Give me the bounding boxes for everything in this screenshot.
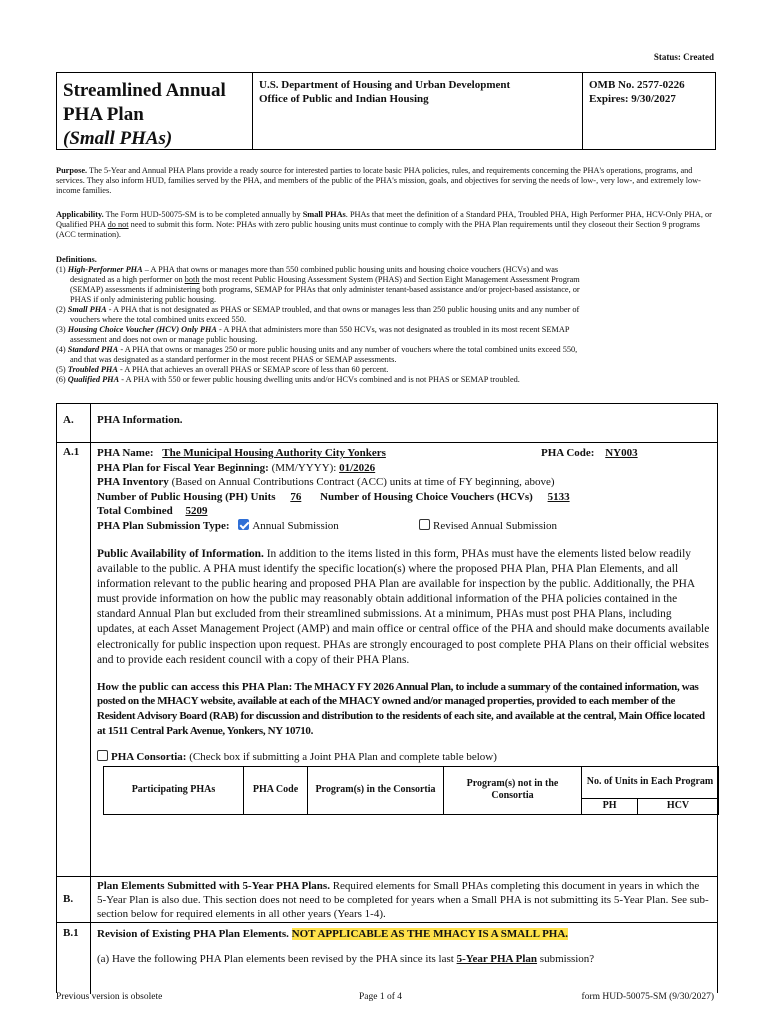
definition-3-cont: assessment and does not own or manage public housing. <box>70 335 258 344</box>
form-header <box>56 72 716 150</box>
section-b-text <box>91 877 717 921</box>
section-b1-row <box>57 923 717 994</box>
inventory-line <box>97 475 711 490</box>
total-label: Total Combined <box>97 505 173 518</box>
programs-not-in-consortia-header: Program(s) not in the Consortia <box>444 766 582 814</box>
revision-question-plan: 5-Year PHA Plan <box>456 952 538 965</box>
definition-1: (1) High-Performer PHA – A PHA that owns or manages more than 550 combined public housing units and housing choice vouchers (HCVs) and was <box>56 265 559 274</box>
hcv-value[interactable]: 5133 <box>547 490 570 503</box>
submission-type-label: PHA Plan Submission Type: <box>97 519 230 532</box>
annual-submission-checkbox[interactable] <box>238 519 249 530</box>
consortia-line <box>97 750 711 765</box>
pha-code-header: PHA Code <box>244 766 308 814</box>
programs-in-consortia-header: Program(s) in the Consortia <box>308 766 444 814</box>
consortia-checkbox[interactable] <box>97 750 108 761</box>
definition-1-cont-2: (SEMAP) assessments if administering both programs, SEMAP for PHAs that only administer tenant-based assistance and/or project-based assistance, or <box>70 285 580 294</box>
fiscal-year-label: PHA Plan for Fiscal Year Beginning: <box>97 461 269 474</box>
section-b1-number: B.1 <box>57 923 91 994</box>
revision-label: Revision of Existing PHA Plan Elements. <box>97 928 289 940</box>
total-value[interactable]: 5209 <box>185 505 208 518</box>
section-a-row <box>57 404 717 443</box>
definition-3: (3) Housing Choice Voucher (HCV) Only PHA - A PHA that administers more than 550 HCVs, was not designated as troubled in its most recent SEMAP <box>56 325 570 334</box>
public-access-paragraph <box>97 680 711 738</box>
omb-expiry: Expires: 9/30/2027 <box>589 93 676 105</box>
purpose-label: Purpose. <box>56 166 88 175</box>
public-availability-paragraph <box>97 547 711 668</box>
definitions-block <box>56 255 716 385</box>
pha-code-label: PHA Code: <box>541 447 595 459</box>
public-availability-text: In addition to the items listed in this form, PHAs must have the elements listed below readily available to the public. A PHA must identify the specific location(s) where the proposed PHA Plan, PHA Plan Elements, and all information relevant to the public hearing and proposed PHA Plan are available for inspection by the public. Additionally, the PHA must provide information on how the public may reasonably obtain additional information of the PHA policies contained in the standard Annual Plan but excluded from their streamlined submissions. At a minimum, PHAs must post PHA Plans, including updates, at each Asset Management Project (AMP) and main office or central office of the PHA and should make documents available electronically for public inspection upon request. PHAs are strongly encouraged to post complete PHA Plans on their official websites and to provide each resident council with a copy of their PHA Plans. <box>97 547 710 666</box>
department-name: U.S. Department of Housing and Urban Development <box>259 79 511 91</box>
section-b-label: Plan Elements Submitted with 5-Year PHA Plans. <box>97 880 330 892</box>
definition-1-cont-3: PHAS if only administering public housing. <box>70 295 217 304</box>
applicability-paragraph <box>56 210 716 240</box>
revision-line <box>97 927 711 942</box>
not-applicable-highlight: NOT APPLICABLE AS THE MHACY IS A SMALL PHA. <box>291 928 569 940</box>
total-line <box>97 504 711 519</box>
participating-phas-header: Participating PHAs <box>104 766 244 814</box>
definition-2-cont: vouchers where the total combined units exceed 550. <box>70 315 247 324</box>
public-availability-label: Public Availability of Information. <box>97 547 264 560</box>
status-text: Status: Created <box>653 52 714 62</box>
fiscal-year-value[interactable]: 01/2026 <box>339 461 376 474</box>
section-a1-row <box>57 443 717 877</box>
ph-units-value[interactable]: 76 <box>290 490 302 503</box>
footer-left: Previous version is obsolete <box>56 992 163 1002</box>
section-b-row <box>57 877 717 923</box>
pha-name-line <box>97 446 711 461</box>
units-each-program-header: No. of Units in Each Program <box>582 766 719 798</box>
pha-code-value[interactable]: NY003 <box>605 447 638 459</box>
title-line-2: PHA Plan <box>63 104 144 125</box>
section-a1-number: A.1 <box>57 443 91 876</box>
office-name: Office of Public and Indian Housing <box>259 93 429 105</box>
section-b-description: Required elements for Small PHAs completing this document in years in which the 5-Year Plan is also due. This section does not need to be completed for years when a Small PHA is not submitting its 5-Year Plan. See sub-section below for required elements in all other years (Years 1-4). <box>97 880 709 920</box>
title-line-3: (Small PHAs) <box>63 128 173 149</box>
revision-question <box>97 952 711 967</box>
applicability-text-1: The Form HUD-50075-SM is to be completed annually by <box>103 210 303 219</box>
section-a-number: A. <box>57 404 91 442</box>
footer-page-number: Page 1 of 4 <box>359 992 403 1002</box>
definitions-label: Definitions. <box>56 255 97 264</box>
hcv-header: HCV <box>638 798 719 814</box>
section-a1-content <box>91 443 717 816</box>
revised-submission-option[interactable] <box>419 519 557 534</box>
revised-submission-label: Revised Annual Submission <box>433 519 558 532</box>
definition-1-cont-1: designated as a high performer on both the most recent Public Housing Assessment System (PHAS) and Section Eight Management Assessment Program <box>70 275 580 284</box>
definition-5: (5) Troubled PHA - A PHA that achieves an overall PHAS or SEMAP score of less than 60 percent. <box>56 365 389 374</box>
pha-name-value[interactable]: The Municipal Housing Authority City Yonkers <box>162 447 386 459</box>
revision-question-end: submission? <box>537 952 595 965</box>
annual-submission-option[interactable] <box>238 520 338 532</box>
footer-form-number: form HUD-50075-SM (9/30/2027) <box>581 992 714 1002</box>
applicability-text-3: need to submit this form. Note: PHAs with zero public housing units must continue to comply with the PHA Plan requirements until they closeout their Section 9 programs (ACC termination). <box>56 220 700 239</box>
revision-question-a: (a) Have the following PHA Plan elements been revised by the PHA since its last <box>97 952 457 965</box>
definition-6: (6) Qualified PHA - A PHA with 550 or fewer public housing dwelling units and/or HCVs combined and is not PHAS or SEMAP troubled. <box>56 375 520 384</box>
form-title <box>57 73 253 149</box>
applicability-text-2: . PHAs that meet the definition of a Standard PHA, Troubled PHA, High Performer PHA, HCV-Only PHA, or Qualified PHA <box>56 210 712 229</box>
fiscal-year-line <box>97 461 711 476</box>
applicability-label: Applicability. <box>56 210 104 219</box>
ph-header: PH <box>582 798 638 814</box>
main-form-table <box>56 403 718 993</box>
inventory-label: PHA Inventory <box>97 476 169 489</box>
section-b-number: B. <box>57 877 91 922</box>
fiscal-year-format: (MM/YYYY): <box>268 461 340 474</box>
annual-submission-label: Annual Submission <box>252 519 339 532</box>
consortia-label: PHA Consortia: <box>111 751 187 764</box>
units-line <box>97 490 711 505</box>
submission-type-line <box>97 519 711 535</box>
section-b1-content <box>91 923 717 966</box>
inventory-text: (Based on Annual Contributions Contract (ACC) units at time of FY beginning, above) <box>168 476 555 489</box>
definition-2: (2) Small PHA - A PHA that is not designated as PHAS or SEMAP troubled, and that owns or manages less than 250 public housing units and any number of <box>56 305 580 314</box>
definition-4-cont: and that was designated as a standard performer in the most recent PHAS or SEMAP assessments. <box>70 355 397 364</box>
purpose-text: The 5-Year and Annual PHA Plans provide a ready source for interested parties to locate basic PHA policies, rules, and requirements concerning the PHA's operations, programs, and services. They also inform HUD, families served by the PHA, and members of the public of the PHA's mission, goals, and objectives for serving the needs of low-, very low-, and extremely low- income families. <box>56 166 701 195</box>
consortia-text: (Check box if submitting a Joint PHA Plan and complete table below) <box>186 751 497 764</box>
public-access-text[interactable]: The MHACY FY 2026 Annual Plan, to include a summary of the contained information, was posted on the MHACY website, available at each of the MHACY owned and/or managed properties, provided to each member of the Resident Advisory Board (RAB) for discussion and distribution to the residents of each site, and available at the central, Main Office located at 1511 Central Park Avenue, Yonkers, NY 10710. <box>97 680 705 737</box>
ph-units-label: Number of Public Housing (PH) Units <box>97 490 276 503</box>
applicability-underline: do not <box>107 220 129 229</box>
consortia-table <box>103 766 719 815</box>
definition-4: (4) Standard PHA - A PHA that owns or manages 250 or more public housing units and any number of vouchers where the total combined units exceed 550, <box>56 345 578 354</box>
revised-submission-checkbox[interactable] <box>419 519 430 530</box>
purpose-paragraph <box>56 166 716 196</box>
public-access-label: How the public can access this PHA Plan: <box>97 680 293 693</box>
omb-number: OMB No. 2577-0226 <box>589 79 685 91</box>
applicability-bold: Small PHAs <box>302 210 346 219</box>
department-block <box>253 73 583 149</box>
title-line-1: Streamlined Annual <box>63 80 226 101</box>
pha-name-label: PHA Name: <box>97 447 154 459</box>
hcv-label: Number of Housing Choice Vouchers (HCVs) <box>320 490 533 503</box>
consortia-table-wrapper <box>97 766 714 816</box>
omb-block <box>583 73 715 149</box>
section-a-title: PHA Information. <box>97 414 183 426</box>
